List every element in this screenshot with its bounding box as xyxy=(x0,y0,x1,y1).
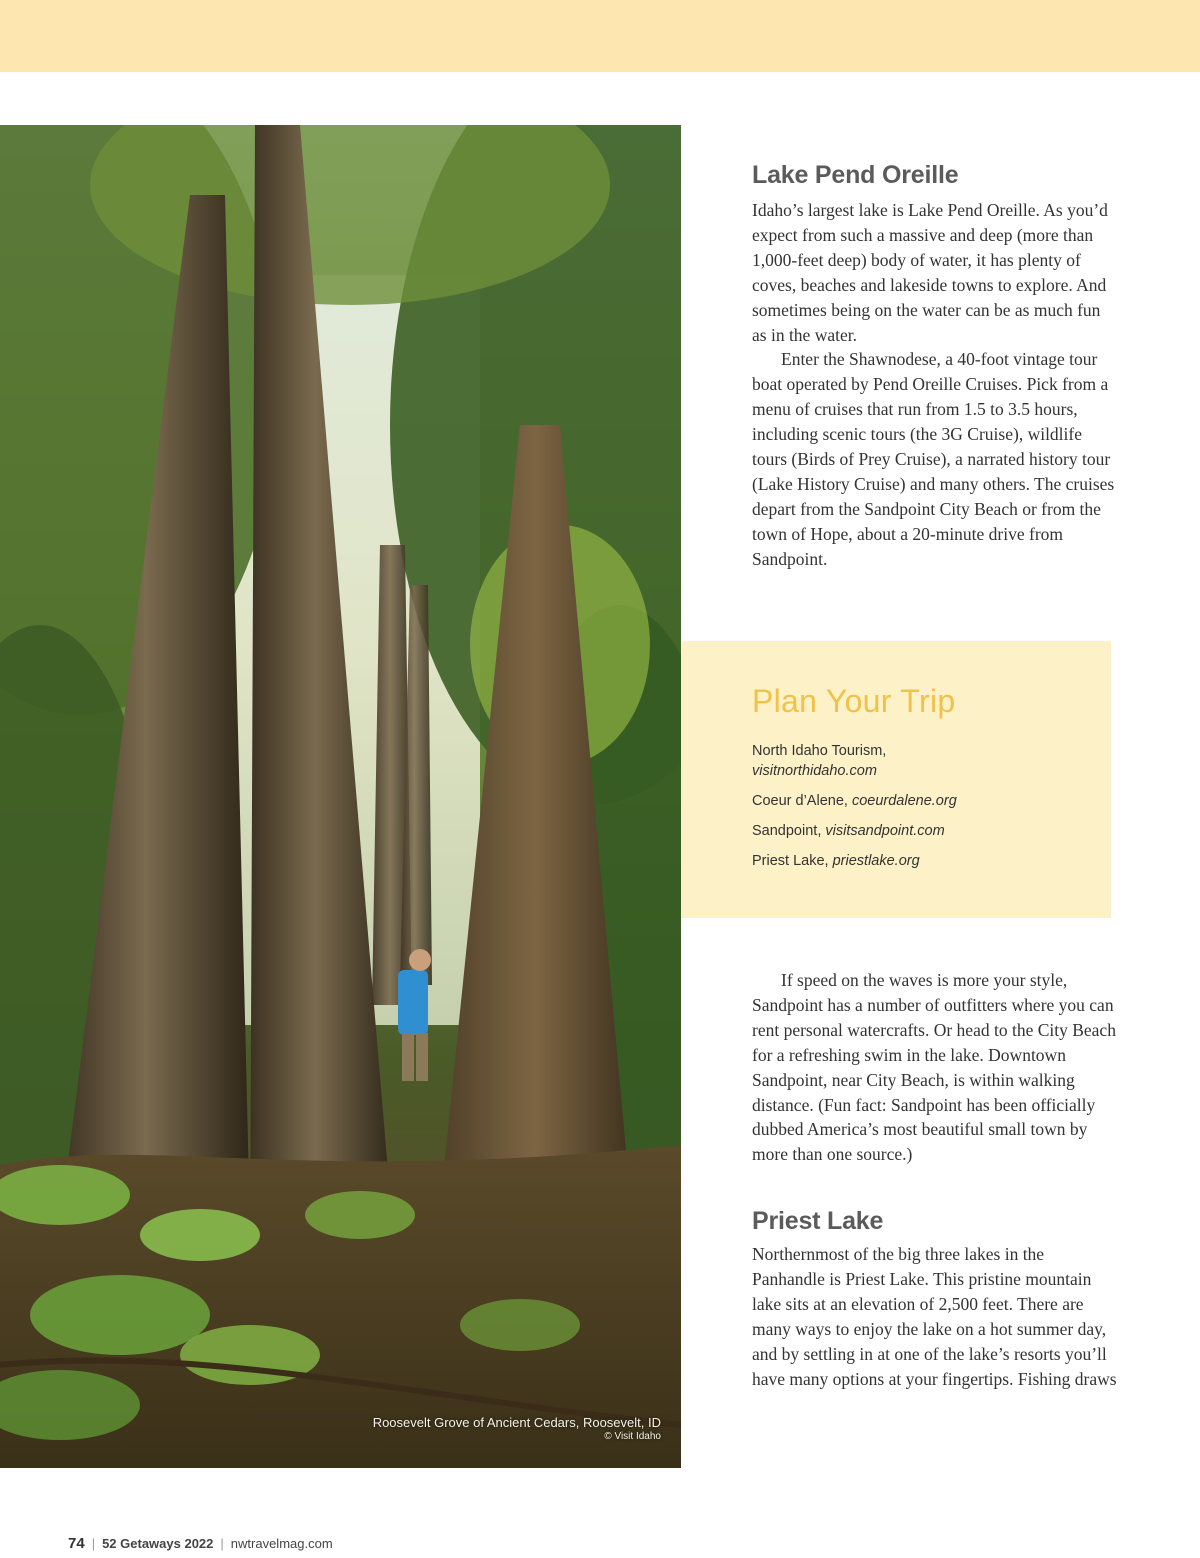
section-heading: Priest Lake xyxy=(752,1207,884,1235)
section-priest-lake xyxy=(752,1207,1117,1391)
plan-list xyxy=(752,741,1092,881)
forest-photo xyxy=(0,125,681,1468)
plan-item: Priest Lake, priestlake.org xyxy=(752,853,920,869)
body-paragraph: Idaho’s largest lake is Lake Pend Oreille. As you’d expect from such a massive and deep (more than 1,000-feet deep) body of water, it has plenty of coves, beaches and lakeside towns to explore. And sometimes being on the water can be as much fun as in the water. xyxy=(752,200,1108,345)
top-color-band xyxy=(0,0,1200,72)
body-paragraph: If speed on the waves is more your style, Sandpoint has a number of outfitters where you can rent personal watercrafts. Or head to the City Beach for a refreshing swim in the lake. Downtown Sandpoint, near City Beach, is within walking distance. (Fun fact: Sandpoint has been officially dubbed America’s most beautiful small town by more than one source.) xyxy=(752,970,1116,1165)
plan-item: Sandpoint, visitsandpoint.com xyxy=(752,823,945,839)
plan-item-name: North Idaho Tourism xyxy=(752,743,883,759)
plan-item-url[interactable]: visitnorthidaho.com xyxy=(752,763,877,779)
plan-item-name: Priest Lake xyxy=(752,853,825,869)
plan-item-name: Sandpoint xyxy=(752,823,818,839)
page-number: 74 xyxy=(68,1535,85,1552)
website[interactable]: nwtravelmag.com xyxy=(230,1536,333,1551)
publication-name: 52 Getaways 2022 xyxy=(102,1536,214,1551)
plan-item-name: Coeur d’Alene xyxy=(752,793,844,809)
plan-item-url[interactable]: coeurdalene.org xyxy=(851,793,957,809)
plan-item: North Idaho Tourism, visitnorthidaho.com xyxy=(752,743,887,779)
section-heading: Lake Pend Oreille xyxy=(752,161,959,189)
section-continued xyxy=(752,968,1117,1167)
plan-item: Coeur d’Alene, coeurdalene.org xyxy=(752,793,957,809)
plan-title: Plan Your Trip xyxy=(752,683,956,719)
page-footer xyxy=(68,1535,333,1552)
footer-separator: | xyxy=(220,1536,224,1551)
plan-item-url[interactable]: priestlake.org xyxy=(832,853,920,869)
body-paragraph: Northernmost of the big three lakes in the Panhandle is Priest Lake. This pristine mountain lake sits at an elevation of 2,500 feet. There are many ways to enjoy the lake on a hot summer day, and by settling in at one of the lake’s resorts you’ll have many options at your fingertips. Fishing draws xyxy=(752,1244,1117,1389)
photo-caption-title: Roosevelt Grove of Ancient Cedars, Roosevelt, ID xyxy=(372,1415,661,1430)
forest-illustration xyxy=(0,125,681,1468)
body-paragraph: Enter the Shawnodese, a 40-foot vintage tour boat operated by Pend Oreille Cruises. Pick from a menu of cruises that run from 1.5 to 3.5 hours, including scenic tours (the 3G Cruise), wildlife tours (Birds of Prey Cruise), a narrated history tour (Lake History Cruise) and many others. The cruises depart from the Sandpoint City Beach or from the town of Hope, about a 20-minute drive from Sandpoint. xyxy=(752,349,1115,569)
footer-separator: | xyxy=(91,1536,96,1551)
section-lake-pend-oreille xyxy=(752,161,1117,572)
plan-item-url[interactable]: visitsandpoint.com xyxy=(825,823,945,839)
photo-credit: © Visit Idaho xyxy=(604,1431,661,1442)
photo-caption xyxy=(373,1415,661,1442)
